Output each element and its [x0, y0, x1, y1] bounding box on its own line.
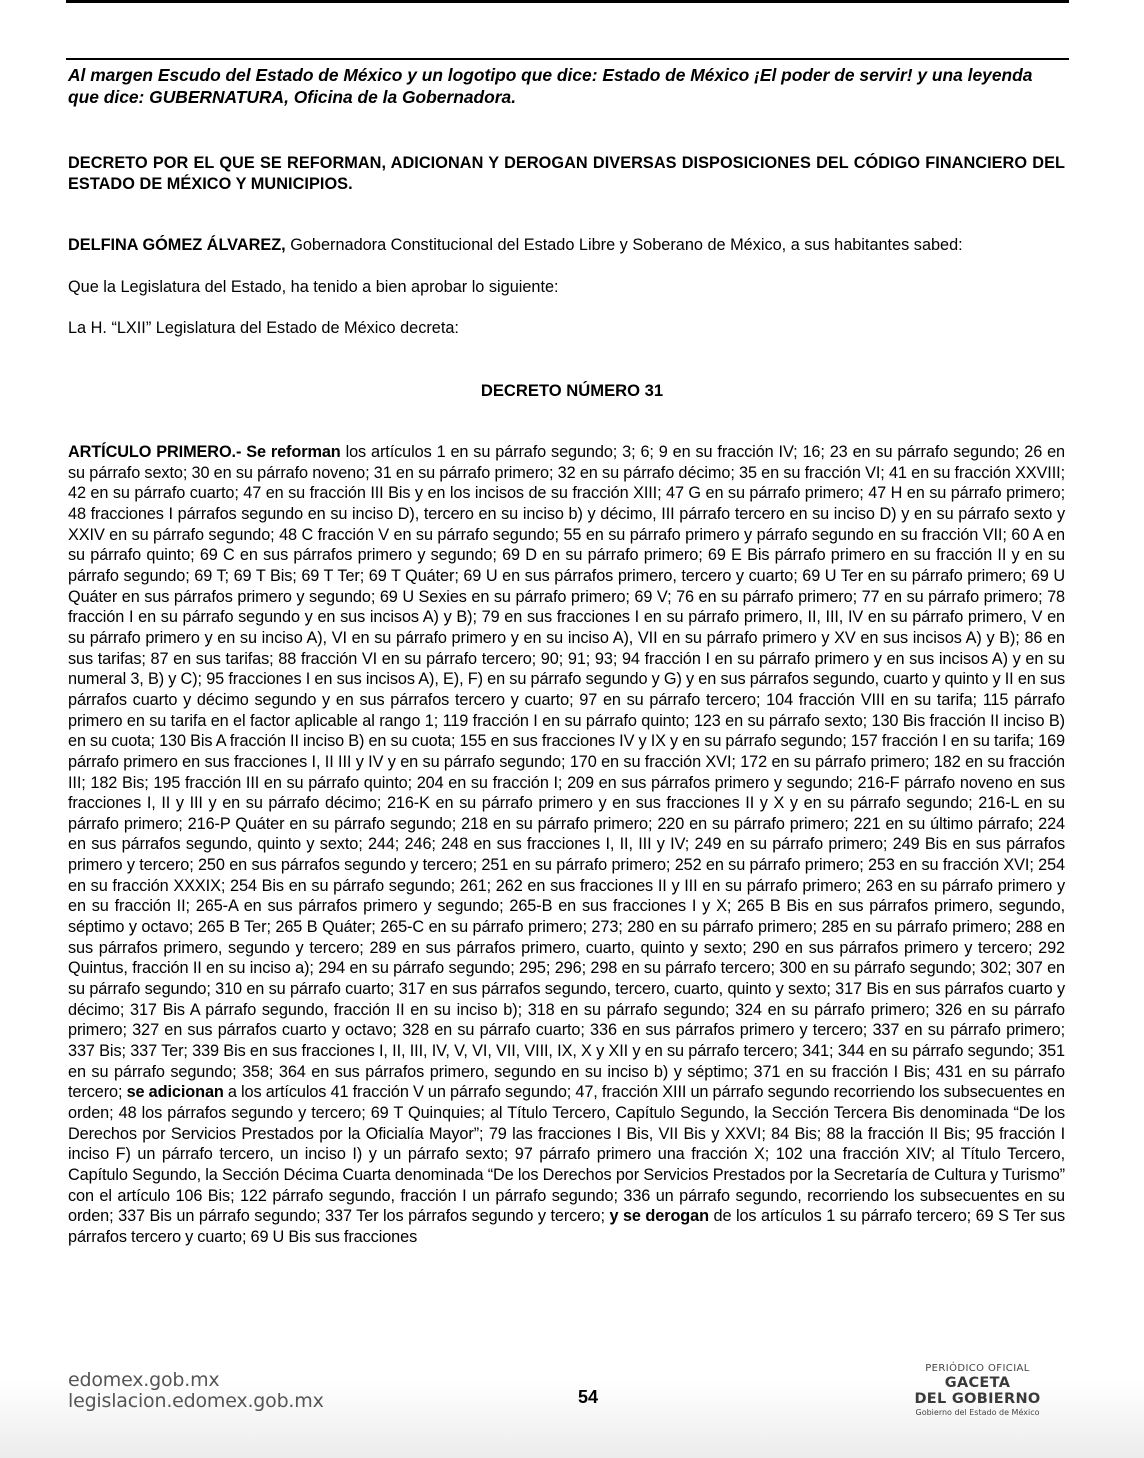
- footer-link-edomex[interactable]: edomex.gob.mx: [68, 1369, 220, 1391]
- margin-note: Al margen Escudo del Estado de México y un logotipo que dice: Estado de México ¡El poder de servir! y una leyenda que dice: GUBERNATURA, Oficina de la Gobernadora.: [68, 65, 1033, 107]
- logo-bottom-text: Gobierno del Estado de México: [915, 1408, 1040, 1417]
- add-text: a los artículos 41 fracción V un párrafo segundo; 47, fracción XIII un párrafo segundo recorriendo los subsecuentes en orden; 48 los párrafos segundo y tercero; 69 T Quinquies; al Título Tercero, Capítulo Segundo, la Sección Tercera Bis denominada “De los Derechos por Servicios Prestados por la Oficialía Mayor”; 79 las fracciones I Bis, VII Bis y XXVI; 84 Bis; 88 la fracción II Bis; 95 fracción I inciso F) un párrafo tercero, un inciso I) y un párrafo sexto; 97 párrafo primero una fracción X; 102 una fracción XIV; al Título Tercero, Capítulo Segundo, la Sección Décima Cuarta denominada “De los Derechos por Servicios Prestados por la Secretaría de Cultura y Turismo” con el artículo 106 Bis; 122 párrafo segundo, fracción I un párrafo segundo; 336 un párrafo segundo, recorriendo los subsecuentes en su orden; 337 Bis un párrafo segundo; 337 Ter los párrafos segundo y tercero;: [68, 1083, 1065, 1226]
- derogate-text: de los artículos 1 su párrafo tercero; 69 S Ter sus párrafos tercero y cuarto; 69 U Bis sus fracciones: [68, 1207, 1066, 1246]
- governor-name: DELFINA GÓMEZ ÁLVAREZ,: [68, 236, 286, 254]
- decree-line: La H. “LXII” Legislatura del Estado de México decreta:: [68, 319, 459, 337]
- legislature-line: Que la Legislatura del Estado, ha tenido a bien aprobar lo siguiente:: [68, 278, 559, 296]
- article-primero: [68, 442, 1065, 1248]
- decree-number: DECRETO NÚMERO 31: [480, 381, 664, 400]
- header-rule: [66, 58, 1069, 60]
- derogate-label: y se derogan: [609, 1207, 709, 1226]
- top-rule: [66, 0, 1069, 3]
- article-heading: ARTÍCULO PRIMERO.-: [68, 443, 242, 461]
- footer-links: [68, 1370, 324, 1412]
- governor-text: Gobernadora Constitucional del Estado Libre y Soberano de México, a sus habitantes sabed:: [285, 236, 963, 254]
- decree-title: DECRETO POR EL QUE SE REFORMAN, ADICIONAN Y DEROGAN DIVERSAS DISPOSICIONES DEL CÓDIGO FINANCIERO DEL ESTADO DE MÉXICO Y MUNICIPIOS.: [68, 154, 1065, 193]
- governor-paragraph: [68, 235, 1065, 256]
- logo-line-2: DEL GOBIERNO: [914, 1391, 1041, 1407]
- reform-label: Se reforman: [246, 443, 341, 461]
- reform-text: los artículos 1 en su párrafo segundo; 3; 6; 9 en su fracción IV; 16; 23 en su párrafo segundo; 26 en su párrafo sexto; 30 en su párrafo noveno; 31 en su párrafo primero; 32 en su párrafo décimo; 35 en su fracción VI; 41 en su fracción XXVIII; 42 en su párrafo cuarto; 47 en su fracción III Bis y en los incisos de su fracción XIII; 47 G en su párrafo primero; 47 H en su párrafo primero; 48 fracciones I párrafos segundo en su inciso D), tercero en su inciso b) y décimo, III párrafo tercero en su inciso D) y en su párrafo sexto y XXIV en su párrafo segundo; 48 C fracción V en su párrafo segundo; 55 en su párrafo primero y párrafo segundo en su fracción VII; 60 A en su párrafo quinto; 69 C en sus párrafos primero y segundo; 69 D en su párrafo primero; 69 E Bis párrafo primero en su fracción II y en su párrafo segundo; 69 T; 69 T Bis; 69 T Ter; 69 T Quáter; 69 U en sus párrafos primero, tercero y cuarto; 69 U Ter en su párrafo primero; 69 U Quáter en sus párrafos primero y segundo; 69 U Sexies en su párrafo primero; 69 V; 76 en su párrafo primero; 77 en su párrafo primero; 78 fracción I en su párrafo segundo y en sus incisos A) y B); 79 en sus fracciones I en su párrafo primero, II, III, IV en su párrafo primero, V en su párrafo primero y en su inciso A), VI en su párrafo primero y en su inciso A), VII en su párrafo primero y XV en sus incisos A) y B); 86 en sus tarifas; 87 en sus tarifas; 88 fracción VI en su párrafo tercero; 90; 91; 93; 94 fracción I en su párrafo primero y en sus incisos A) y en su numeral 3, B) y C); 95 fracciones I en sus incisos A), E), F) en su párrafo segundo y G) y en sus párrafos segundo, cuarto y quinto y II en sus párrafos cuarto y décimo segundo y en sus párrafos tercero y cuarto; 97 en su párrafo tercero; 104 fracción VIII en su tarifa; 115 párrafo primero en su tarifa en el factor aplicable al rango 1; 119 fracción I en su párrafo quinto; 123 en su párrafo sexto; 130 Bis fracción II inciso B) en su cuota; 130 Bis A fracción II inciso B) en su cuota; 155 en sus fracciones IV y IX y en su párrafo segundo; 157 fracción I en su tarifa; 169 párrafo primero en sus fracciones I, II III y IV y en su párrafo segundo; 170 en su fracción XVI; 172 en su párrafo primero; 182 en su fracción III; 182 Bis; 195 fracción III en su párrafo quinto; 204 en su fracción I; 209 en sus párrafos primero y segundo; 216-F párrafo noveno en sus fracciones I, II y III y en su párrafo décimo; 216-K en su párrafo primero y en sus fracciones II y X y en su párrafo segundo; 216-L en su párrafo primero; 216-P Quáter en su párrafo segundo; 218 en su párrafo primero; 220 en su párrafo primero; 221 en su último párrafo; 224 en sus párrafos segundo, quinto y sexto; 244; 246; 248 en sus fracciones I, II, III y IV; 249 en su párrafo primero; 249 Bis en sus párrafos primero y tercero; 250 en sus párrafos segundo y tercero; 251 en su párrafo primero; 252 en su párrafo primero; 253 en su fracción XVI; 254 en su fracción XXXIX; 254 Bis en su párrafo segundo; 261; 262 en sus fracciones II y III en su párrafo primero; 263 en su párrafo primero y en su fracción II; 265-A en sus párrafos primero y segundo; 265-B en sus fracciones I y X; 265 B Bis en sus párrafos primero, segundo, séptimo y octavo; 265 B Ter; 265 B Quáter; 265-C en su párrafo primero; 273; 280 en su párrafo primero; 285 en su párrafo primero; 288 en sus párrafos primero, segundo y tercero; 289 en sus párrafos primero, cuarto, quinto y sexto; 290 en sus párrafos primero y tercero; 292 Quintus, fracción II en su inciso a); 294 en su párrafo segundo; 295; 296; 298 en su párrafo tercero; 300 en su párrafo segundo; 302; 307 en su párrafo segundo; 310 en su párrafo cuarto; 317 en sus párrafos segundo, tercero, cuarto, quinto y sexto; 317 Bis en sus párrafos cuarto y décimo; 317 Bis A párrafo segundo, fracción II en su inciso b); 318 en su párrafo segundo; 324 en su párrafo primero; 326 en su párrafo primero; 327 en sus párrafos cuarto y octavo; 328 en su párrafo cuarto; 336 en sus párrafos primero y tercero; 337 en su párrafo primero; 337 Bis; 337 Ter; 339 Bis en sus fracciones I, II, III, IV, V, VI, VII, VIII, IX, X y XII y en su párrafo tercero; 341; 344 en su párrafo segundo; 351 en su párrafo segundo; 358; 364 en sus párrafos primero, segundo en su inciso b) y séptimo; 371 en su fracción I Bis; 431 en su párrafo tercero;: [68, 443, 1066, 1102]
- footer-link-legislacion[interactable]: legislacion.edomex.gob.mx: [68, 1390, 324, 1412]
- add-label: se adicionan: [126, 1083, 224, 1102]
- logo-top-text: PERIÓDICO OFICIAL: [925, 1363, 1030, 1374]
- gaceta-logo: [905, 1362, 1050, 1418]
- page-number: 54: [577, 1387, 599, 1407]
- logo-line-1: GACETA: [944, 1375, 1011, 1391]
